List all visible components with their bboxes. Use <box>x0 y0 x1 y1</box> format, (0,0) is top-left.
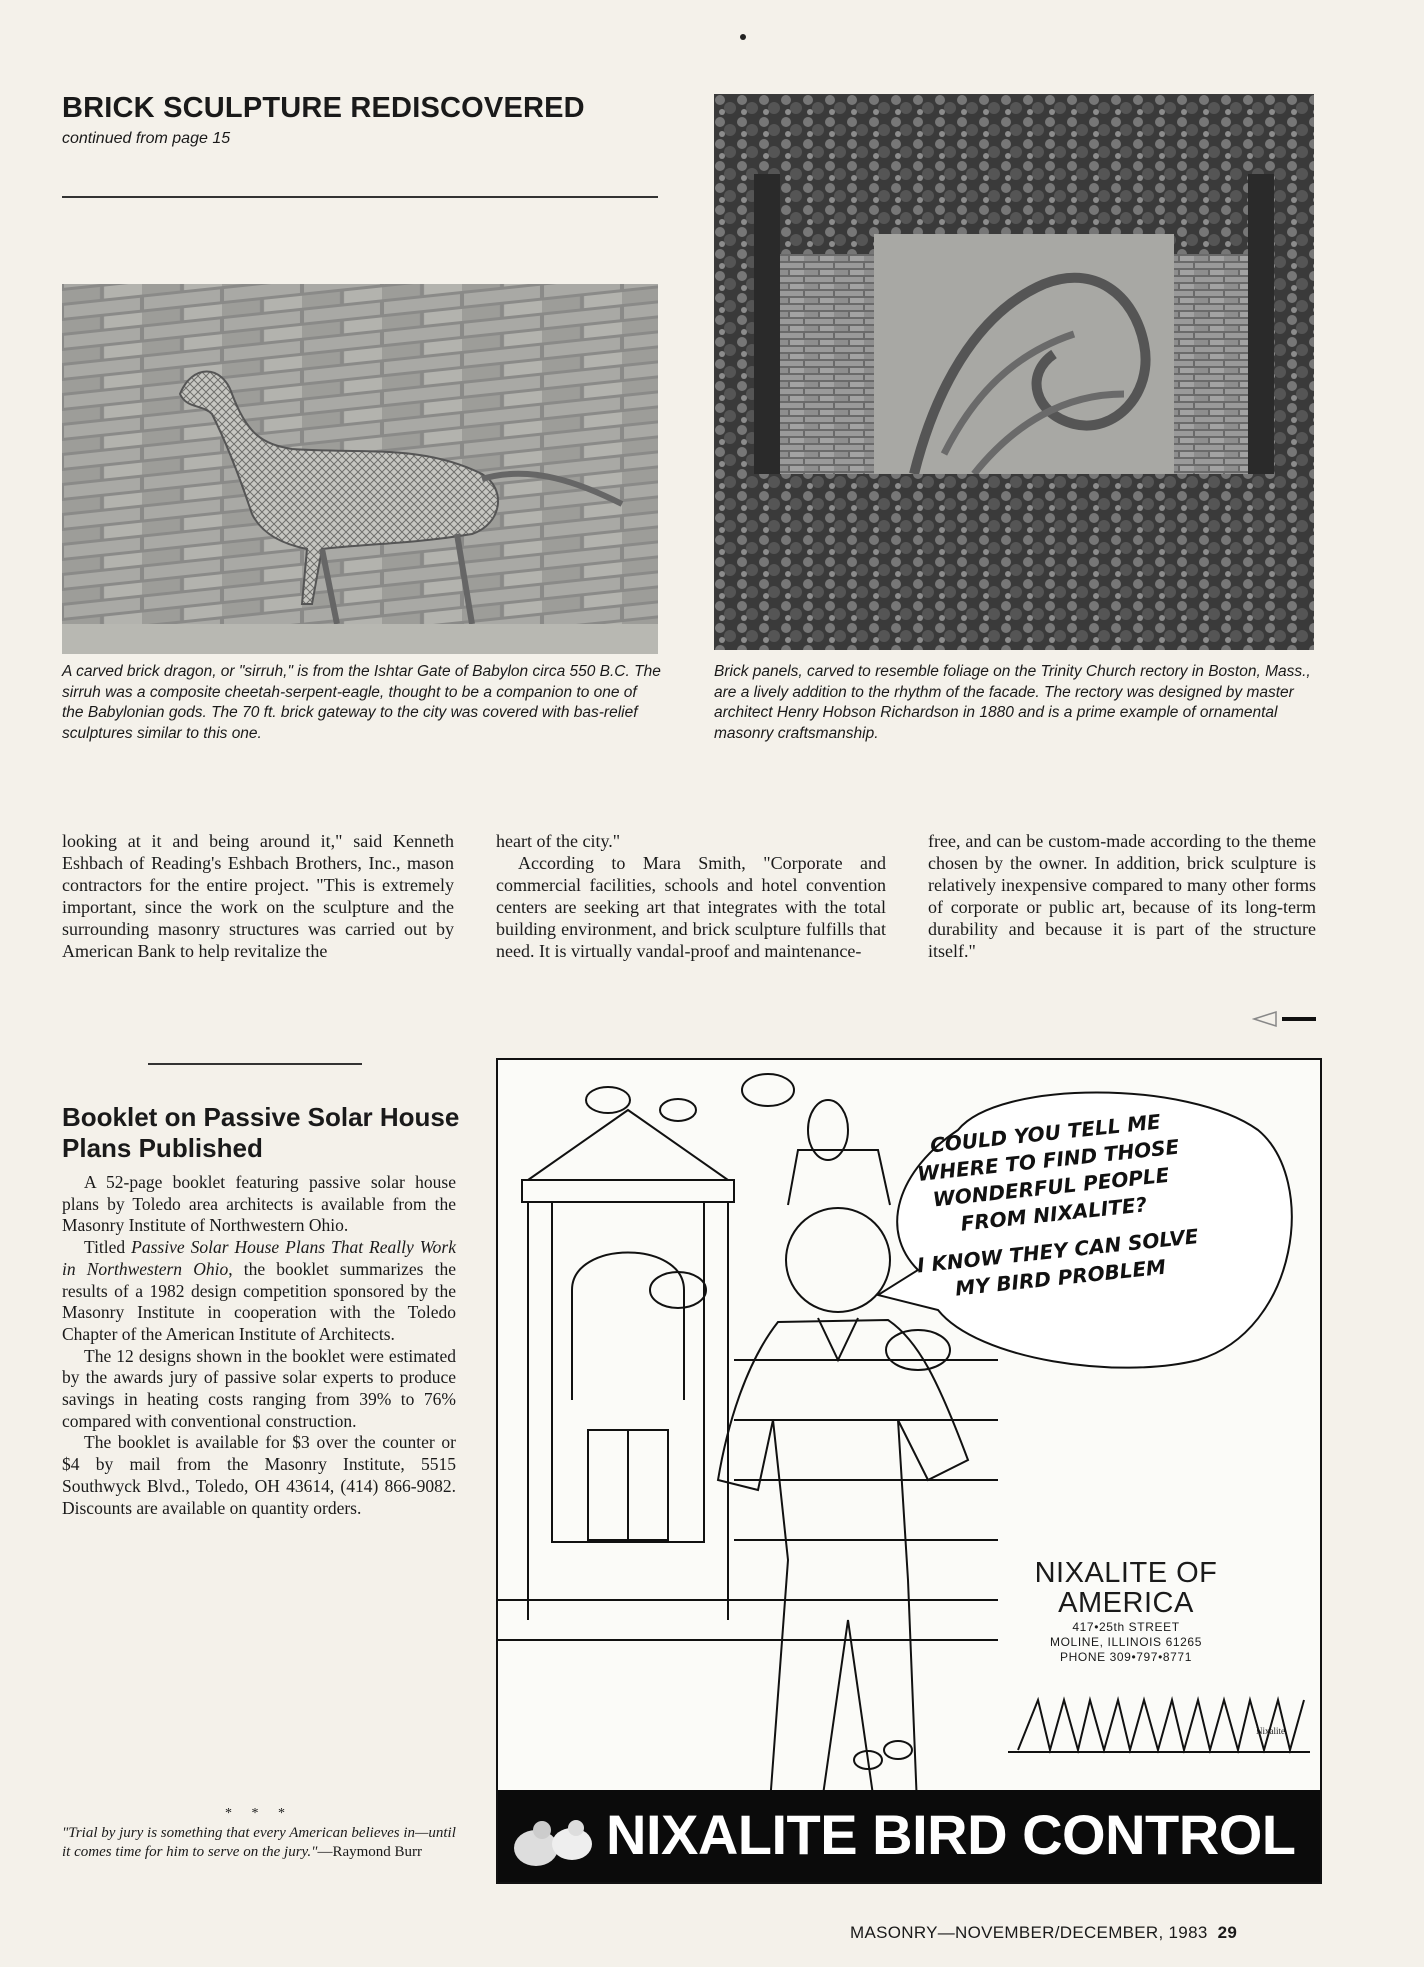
quote-author: —Raymond Burr <box>317 1844 423 1860</box>
booklet-title: Passive Solar House Plans That Really Work in Northwestern Ohio <box>62 1237 456 1279</box>
product-brand-small: Nixalite <box>1256 1726 1285 1736</box>
article-column-2 <box>496 830 886 962</box>
booklet-paragraph-4: The booklet is available for $3 over the counter or $4 by mail from the Masonry Institute, 5515 Southwyck Blvd., Toledo, OH 43614, (414) 866-9082. Discounts are available on quantity orders. <box>62 1432 456 1518</box>
company-phone: PHONE 309•797•8771 <box>1060 1650 1192 1664</box>
section-divider <box>148 1063 362 1065</box>
end-of-article-icon <box>1252 1010 1318 1028</box>
booklet-paragraph-1: A 52-page booklet featuring passive solar house plans by Toledo area architects is available from the Masonry Institute of Northwestern Ohio. <box>62 1172 456 1236</box>
page-footer <box>850 1923 1237 1943</box>
company-street: 417•25th STREET <box>1072 1620 1180 1634</box>
rectory-photo-caption: Brick panels, carved to resemble foliage on the Trinity Church rectory in Boston, Mass., are a lively addition to the rhythm of the facade. The rectory was designed by master architect Henry Hobson Richardson in 1880 and is a prime example of ornamental masonry craftsmanship. <box>714 663 1311 742</box>
ad-banner-text: NIXALITE BIRD CONTROL <box>606 1803 1296 1866</box>
booklet-p2-lead: Titled <box>84 1237 132 1258</box>
column-2-paragraph-2: According to Mara Smith, "Corporate and commercial facilities, schools and hotel convention centers are seeking art that integrates with the total building environment, and brick sculpture fulfills that need. It is virtually vandal-proof and maintenance- <box>496 853 886 961</box>
booklet-paragraph-3: The 12 designs shown in the booklet were estimated by the awards jury of passive solar experts to produce savings in heating costs ranging from 39% to 76% compared with conventional construction. <box>62 1345 456 1431</box>
title-divider <box>62 196 658 198</box>
booklet-article-body <box>62 1172 456 1519</box>
section-stars: * * * <box>225 1806 293 1821</box>
column-2-paragraph-1: heart of the city." <box>496 831 621 851</box>
birds-icon <box>506 1804 602 1876</box>
column-1-text: looking at it and being around it," said Kenneth Eshbach of Reading's Eshbach Brothers, Inc., mason contractors for the entire project. "This is extremely important, since the work on the sculpture and the surrounding masonry structures was carried out by American Bank to help revitalize the <box>62 831 454 961</box>
trinity-rectory-photo <box>714 94 1314 650</box>
article-title: BRICK SCULPTURE REDISCOVERED <box>62 92 585 124</box>
booklet-heading: Booklet on Passive Solar House Plans Published <box>62 1102 460 1163</box>
booklet-p2-rest: , the booklet summarizes the results of a 1982 design competition sponsored by the Masonry Institute in cooperation with the Toledo Chapter of the American Institute of Architects. <box>62 1258 456 1344</box>
company-name: NIXALITE OF AMERICA <box>1034 1557 1218 1619</box>
nixalite-advertisement <box>496 1058 1322 1884</box>
speech-line-2: I KNOW THEY CAN SOLVE MY BIRD PROBLEM <box>915 1224 1200 1301</box>
speech-line-1: COULD YOU TELL ME WHERE TO FIND THOSE WONDERFUL PEOPLE FROM NIXALITE? <box>916 1109 1181 1236</box>
speech-bubble <box>900 1105 1206 1306</box>
publication-info: MASONRY—NOVEMBER/DECEMBER, 1983 <box>850 1923 1208 1942</box>
page-number: 29 <box>1217 1923 1238 1942</box>
booklet-paragraph-2 <box>62 1237 456 1346</box>
quote-text: "Trial by jury is something that every American believes in—until it comes time for him to serve on the jury." <box>62 1825 456 1860</box>
company-city: MOLINE, ILLINOIS 61265 <box>1050 1635 1202 1649</box>
article-column-1 <box>62 830 454 962</box>
article-column-3 <box>928 830 1316 962</box>
dragon-photo-caption: A carved brick dragon, or "sirruh," is from the Ishtar Gate of Babylon circa 550 B.C. The sirruh was a composite cheetah-serpent-eagle, thought to be a companion to one of the Babylonian gods. The 70 ft. brick gateway to the city was covered with bas-relief sculptures similar to this one. <box>62 663 661 742</box>
column-3-text: free, and can be custom-made according to the theme chosen by the owner. In addition, brick sculpture is relatively inexpensive compared to many other forms of corporate or public art, because of its long-term durability and because it is part of the structure itself." <box>928 831 1316 961</box>
page-top-dot <box>740 34 746 40</box>
closing-quote <box>62 1824 456 1862</box>
dragon-relief-photo <box>62 244 658 654</box>
continued-from-note: continued from page 15 <box>62 130 231 147</box>
